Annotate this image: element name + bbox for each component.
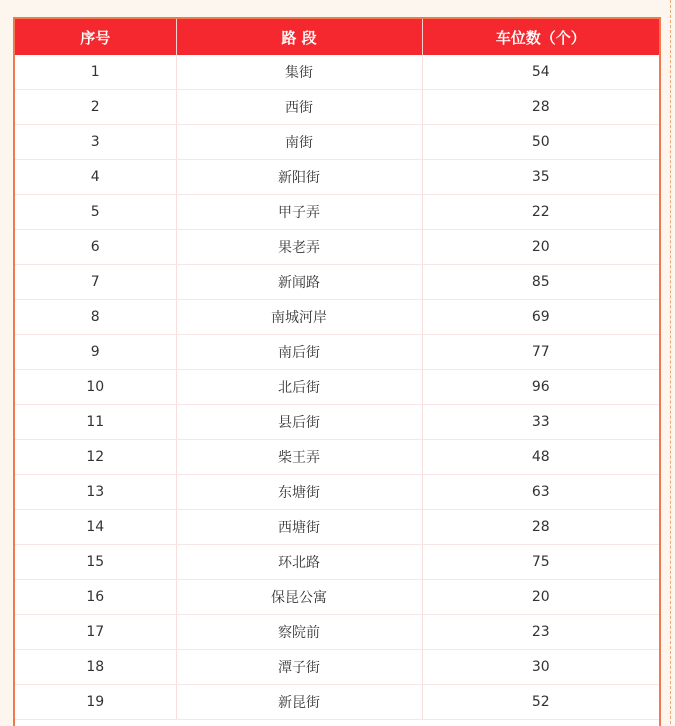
header-index: 序号 xyxy=(15,19,176,55)
table-row xyxy=(15,405,659,440)
cell-count: 96 xyxy=(422,370,659,405)
header-road-section: 路 段 xyxy=(176,19,422,55)
cell-index: 19 xyxy=(15,685,176,720)
table-row xyxy=(15,475,659,510)
cell-index: 7 xyxy=(15,265,176,300)
cell-count: 48 xyxy=(422,440,659,475)
cell-count: 63 xyxy=(422,475,659,510)
cell-index: 5 xyxy=(15,195,176,230)
cell-count: 35 xyxy=(422,160,659,195)
cell-road: 集街 xyxy=(176,55,422,90)
cell-road: 北后街 xyxy=(176,370,422,405)
table-row xyxy=(15,510,659,545)
cell-road: 新阳街 xyxy=(176,160,422,195)
cell-count: 52 xyxy=(422,685,659,720)
parking-table xyxy=(15,19,659,720)
cell-road: 南街 xyxy=(176,125,422,160)
page-divider xyxy=(670,0,671,724)
cell-road: 新昆街 xyxy=(176,685,422,720)
cell-count: 69 xyxy=(422,300,659,335)
cell-road: 新闻路 xyxy=(176,265,422,300)
cell-count: 28 xyxy=(422,90,659,125)
header-space-count: 车位数（个） xyxy=(422,19,659,55)
table-row xyxy=(15,685,659,720)
cell-road: 南城河岸 xyxy=(176,300,422,335)
cell-road: 南后街 xyxy=(176,335,422,370)
cell-road: 保昆公寓 xyxy=(176,580,422,615)
cell-index: 8 xyxy=(15,300,176,335)
cell-count: 50 xyxy=(422,125,659,160)
cell-road: 东塘街 xyxy=(176,475,422,510)
cell-road: 甲子弄 xyxy=(176,195,422,230)
table-row xyxy=(15,335,659,370)
cell-count: 22 xyxy=(422,195,659,230)
parking-table-container xyxy=(13,17,661,726)
cell-index: 17 xyxy=(15,615,176,650)
cell-road: 果老弄 xyxy=(176,230,422,265)
cell-count: 77 xyxy=(422,335,659,370)
table-body xyxy=(15,55,659,720)
table-row xyxy=(15,195,659,230)
table-row xyxy=(15,650,659,685)
cell-road: 县后街 xyxy=(176,405,422,440)
cell-road: 察院前 xyxy=(176,615,422,650)
cell-index: 18 xyxy=(15,650,176,685)
table-row xyxy=(15,55,659,90)
table-row xyxy=(15,615,659,650)
cell-road: 西街 xyxy=(176,90,422,125)
table-row xyxy=(15,125,659,160)
cell-index: 10 xyxy=(15,370,176,405)
cell-index: 2 xyxy=(15,90,176,125)
cell-count: 30 xyxy=(422,650,659,685)
cell-index: 13 xyxy=(15,475,176,510)
table-row xyxy=(15,300,659,335)
cell-index: 1 xyxy=(15,55,176,90)
cell-index: 15 xyxy=(15,545,176,580)
cell-count: 33 xyxy=(422,405,659,440)
cell-road: 潭子街 xyxy=(176,650,422,685)
cell-index: 16 xyxy=(15,580,176,615)
cell-road: 柴王弄 xyxy=(176,440,422,475)
cell-count: 28 xyxy=(422,510,659,545)
table-row xyxy=(15,580,659,615)
table-row xyxy=(15,370,659,405)
table-row xyxy=(15,160,659,195)
cell-index: 9 xyxy=(15,335,176,370)
cell-road: 环北路 xyxy=(176,545,422,580)
cell-index: 11 xyxy=(15,405,176,440)
cell-count: 20 xyxy=(422,230,659,265)
cell-index: 6 xyxy=(15,230,176,265)
cell-count: 75 xyxy=(422,545,659,580)
table-row xyxy=(15,90,659,125)
cell-road: 西塘街 xyxy=(176,510,422,545)
cell-count: 54 xyxy=(422,55,659,90)
table-row xyxy=(15,545,659,580)
cell-count: 20 xyxy=(422,580,659,615)
cell-index: 3 xyxy=(15,125,176,160)
table-row xyxy=(15,265,659,300)
cell-count: 85 xyxy=(422,265,659,300)
cell-count: 23 xyxy=(422,615,659,650)
cell-index: 4 xyxy=(15,160,176,195)
table-row xyxy=(15,230,659,265)
table-header xyxy=(15,19,659,55)
cell-index: 12 xyxy=(15,440,176,475)
cell-index: 14 xyxy=(15,510,176,545)
table-row xyxy=(15,440,659,475)
